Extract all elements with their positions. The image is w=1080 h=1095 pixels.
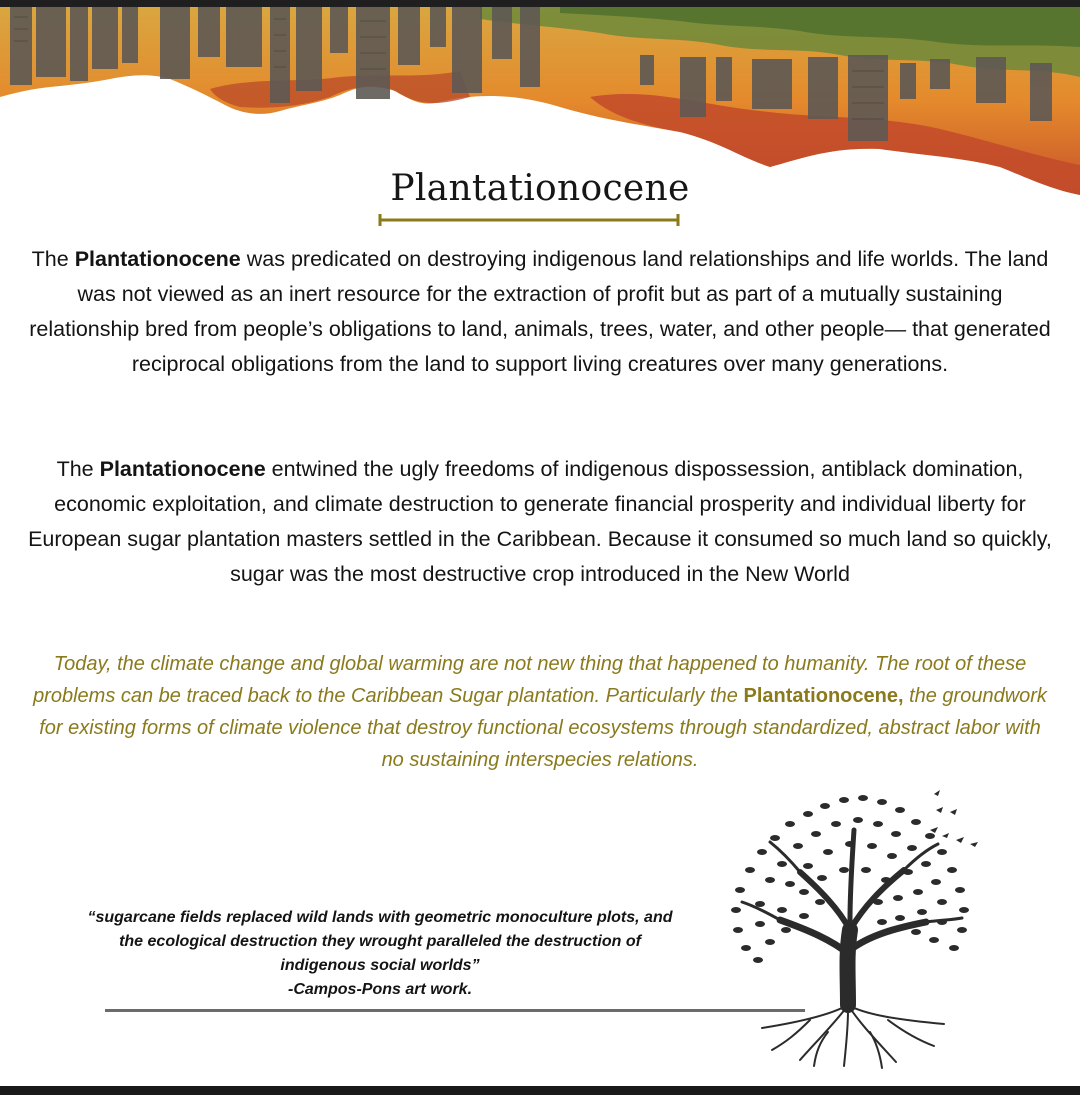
paragraph2-lead: The [56, 457, 100, 481]
bottom-frame-bar [0, 1086, 1080, 1095]
paragraph1-lead: The [31, 247, 75, 271]
quote-line-3: indigenous social worlds” [280, 957, 480, 974]
page-title: Plantationocene [390, 168, 690, 209]
quote-line-1: “sugarcane fields replaced wild lands with geometric monoculture plots, and [87, 909, 673, 926]
paragraph2-body: entwined the ugly freedoms of indigenous dispossession, antiblack domination, economic exploitation, and climate destruction to generate financial prosperity and individual liberty for European sugar plantation masters settled in the Caribbean. Because it consumed so much land so quickly, sugar was the most destructive crop introduced in the New World [28, 457, 1052, 586]
top-frame-bar [0, 0, 1080, 7]
title-underline [378, 213, 680, 227]
tree-with-roots-illustration [720, 780, 990, 1070]
paragraph2-term: Plantationocene [99, 457, 266, 481]
climate-note [28, 648, 1052, 776]
paragraph-sugar-plantation [28, 452, 1052, 592]
quote-line-2: the ecological destruction they wrought paralleled the destruction of [119, 933, 641, 950]
quote-divider [105, 1009, 805, 1012]
paragraph1-term: Plantationocene [74, 247, 241, 271]
note-before: Today, the climate change and global warming are not new thing that happened to humanity. The root of these problems can be traced back to the Caribbean Sugar plantation. Particularly the [33, 653, 1027, 707]
paragraph-land-relationships [28, 242, 1052, 382]
note-term: Plantationocene, [743, 685, 904, 707]
campos-pons-quote [30, 906, 730, 1002]
note-after: the groundwork for existing forms of climate violence that destroy functional ecosystems through standardized, abstract labor with no sustaining interspecies relations. [39, 685, 1047, 771]
paragraph1-body: was predicated on destroying indigenous land relationships and life worlds. The land was not viewed as an inert resource for the extraction of profit but as part of a mutually sustaining relationship bred from people’s obligations to land, animals, trees, water, and other people— that generated reciprocal obligations from the land to support living creatures over many generations. [29, 247, 1051, 376]
quote-attribution: -Campos-Pons art work. [287, 981, 473, 998]
